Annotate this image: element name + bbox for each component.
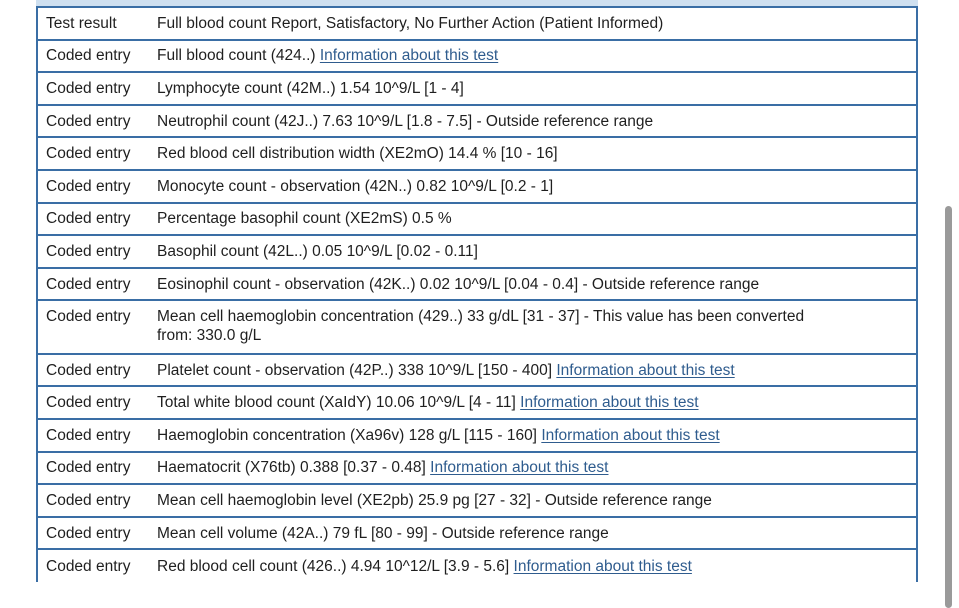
entry-type: Coded entry [37, 203, 147, 236]
entry-value: Mean cell volume (42A..) 79 fL [80 - 99] - Outside reference range [157, 524, 609, 542]
entry-type: Coded entry [37, 268, 147, 301]
information-link[interactable]: Information about this test [541, 426, 720, 444]
vertical-scrollbar[interactable] [945, 0, 952, 608]
table-row [37, 452, 917, 485]
entry-type: Coded entry [37, 452, 147, 485]
table-row [37, 7, 917, 40]
information-link[interactable]: Information about this test [520, 394, 699, 412]
entry-type: Coded entry [37, 235, 147, 268]
information-link[interactable]: Information about this test [513, 557, 692, 575]
entry-value: Full blood count (424..) [157, 47, 316, 65]
entry-type: Coded entry [37, 170, 147, 203]
table-row [37, 549, 917, 582]
entry-value: Neutrophil count (42J..) 7.63 10^9/L [1.8 - 7.5] - Outside reference range [157, 112, 654, 130]
table-row [37, 170, 917, 203]
table-row [37, 517, 917, 550]
entry-value-cell [147, 517, 917, 550]
entry-value: Monocyte count - observation (42N..) 0.82 10^9/L [0.2 - 1] [157, 177, 554, 195]
table-row [37, 105, 917, 138]
entry-type: Coded entry [37, 484, 147, 517]
entry-value-cell [147, 105, 917, 138]
entry-value-cell [147, 268, 917, 301]
entry-value: Platelet count - observation (42P..) 338 10^9/L [150 - 400] [157, 361, 553, 379]
entry-value-cell [147, 386, 917, 419]
entry-value-cell [147, 354, 917, 387]
table-row [37, 386, 917, 419]
entry-value-cell [147, 419, 917, 452]
entry-value: Lymphocyte count (42M..) 1.54 10^9/L [1 - 4] [157, 79, 464, 97]
table-row [37, 235, 917, 268]
entry-value-cell [147, 452, 917, 485]
entry-value: Red blood cell distribution width (XE2mO) 14.4 % [10 - 16] [157, 145, 558, 163]
table-row [37, 300, 917, 354]
entry-type: Coded entry [37, 300, 147, 354]
entry-type: Coded entry [37, 419, 147, 452]
table-row [37, 268, 917, 301]
entry-value: Eosinophil count - observation (42K..) 0.02 10^9/L [0.04 - 0.4] - Outside reference range [157, 275, 760, 293]
entry-type: Test result [37, 7, 147, 40]
entry-type: Coded entry [37, 354, 147, 387]
table-row [37, 40, 917, 73]
table-row [37, 354, 917, 387]
entry-type: Coded entry [37, 105, 147, 138]
entry-value: Basophil count (42L..) 0.05 10^9/L [0.02 - 0.11] [157, 242, 478, 260]
entry-value: Percentage basophil count (XE2mS) 0.5 % [157, 210, 452, 228]
entry-value: Haematocrit (X76tb) 0.388 [0.37 - 0.48] [157, 459, 426, 477]
entry-value: Mean cell haemoglobin concentration (429..) 33 g/dL [31 - 37] - This value has been converted from: 330.0 g/L [157, 308, 805, 345]
information-link[interactable]: Information about this test [430, 459, 609, 477]
entry-value-cell [147, 300, 917, 354]
entry-value: Total white blood count (XaIdY) 10.06 10^9/L [4 - 11] [157, 394, 516, 412]
entry-value-cell [147, 549, 917, 582]
entry-value-cell [147, 7, 917, 40]
table-row [37, 137, 917, 170]
table-row [37, 203, 917, 236]
entry-type: Coded entry [37, 40, 147, 73]
entry-value: Red blood cell count (426..) 4.94 10^12/L [3.9 - 5.6] [157, 557, 510, 575]
entry-value-cell [147, 235, 917, 268]
test-results-table [36, 6, 918, 582]
table-row [37, 419, 917, 452]
entry-value-cell [147, 40, 917, 73]
entry-value-cell [147, 170, 917, 203]
entry-type: Coded entry [37, 517, 147, 550]
entry-value-cell [147, 484, 917, 517]
information-link[interactable]: Information about this test [556, 361, 735, 379]
entry-value-cell [147, 203, 917, 236]
entry-type: Coded entry [37, 549, 147, 582]
entry-type: Coded entry [37, 137, 147, 170]
entry-value-cell [147, 72, 917, 105]
entry-value: Haemoglobin concentration (Xa96v) 128 g/L [115 - 160] [157, 426, 537, 444]
entry-value: Mean cell haemoglobin level (XE2pb) 25.9 pg [27 - 32] - Outside reference range [157, 492, 712, 510]
entry-value-cell [147, 137, 917, 170]
entry-value: Full blood count Report, Satisfactory, No Further Action (Patient Informed) [157, 14, 664, 32]
table-row [37, 72, 917, 105]
scrollbar-thumb[interactable] [945, 206, 952, 608]
table-row [37, 484, 917, 517]
entry-type: Coded entry [37, 386, 147, 419]
entry-type: Coded entry [37, 72, 147, 105]
information-link[interactable]: Information about this test [319, 47, 499, 65]
